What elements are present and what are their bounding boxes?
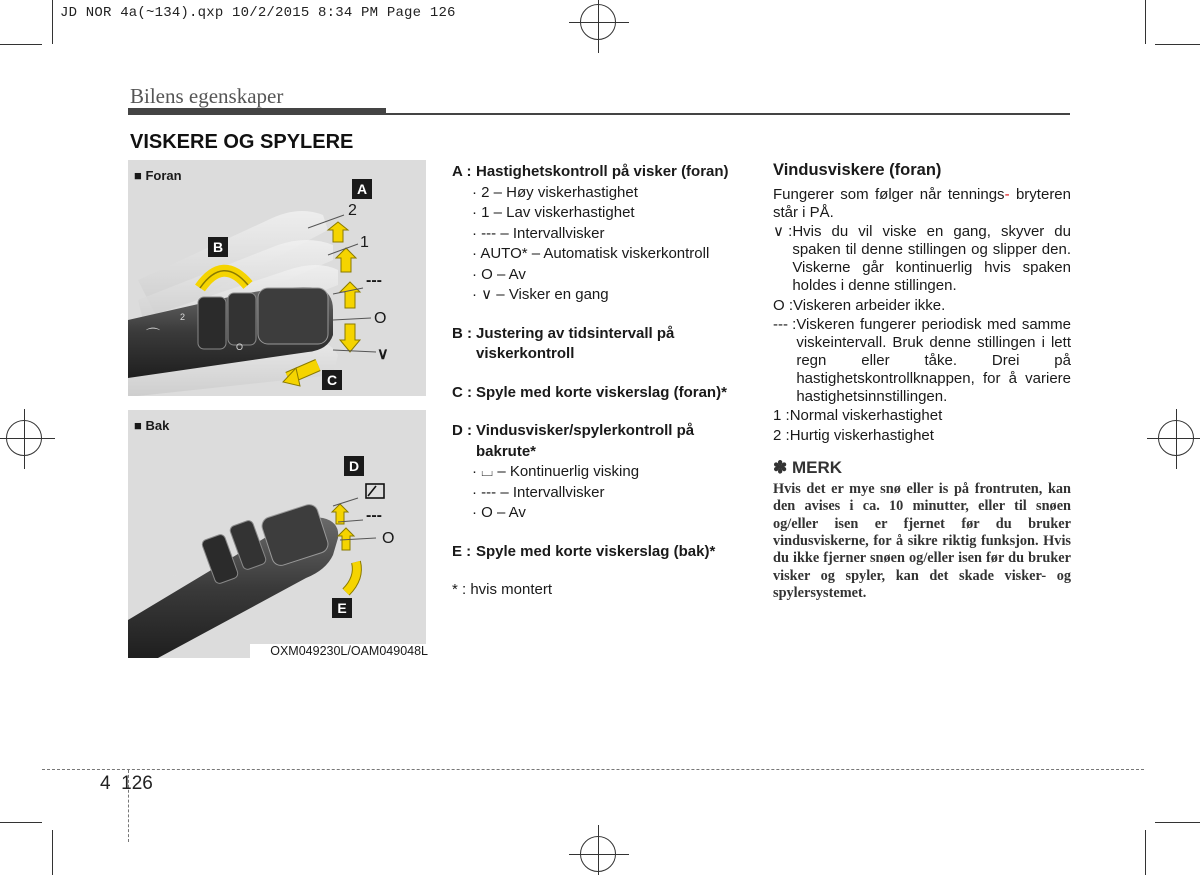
callout-e: E — [332, 598, 352, 618]
crop-mark — [1155, 822, 1200, 823]
crop-mark — [0, 822, 42, 823]
legend-c: C : Spyle med korte viskerslag (foran)* — [452, 383, 727, 401]
callout-b: B — [208, 237, 228, 257]
position-label-once: ∨ — [377, 346, 389, 363]
legend-column — [452, 162, 752, 601]
crop-mark — [52, 0, 53, 44]
footnote: * : hvis montert — [452, 581, 553, 598]
legend-b: B : Justering av tidsintervall på viskerkontroll — [452, 324, 675, 362]
print-slug: JD NOR 4a(~134).qxp 10/2/2015 8:34 PM Page 126 — [60, 5, 456, 21]
description-item: O : Viskeren arbeider ikke. — [773, 296, 946, 314]
legend-a-item: · 2 – Høy viskerhastighet — [472, 183, 638, 201]
rear-position-off: O — [382, 530, 395, 547]
description-heading: Vindusviskere (foran) — [773, 161, 942, 179]
registration-mark-right — [1158, 420, 1194, 456]
position-label-off: O — [374, 310, 387, 327]
crop-mark — [0, 44, 42, 45]
rear-wiper-figure — [128, 410, 426, 658]
note-body: Hvis det er mye snø eller is på frontruten, kan den avises i ca. 10 minutter, eller til snøen og/eller isen er fjernet før du bruker vindusviskerne, for å sikre riktig funksjon. Hvis du ikke fjerner snøen og/eller isen før du bruker visker og spyler, kan det skade visker- og spylersystemet. — [773, 480, 1071, 602]
legend-d: D : Vindusvisker/spylerkontroll på bakrute* — [452, 422, 695, 460]
header-rule-thick — [128, 108, 386, 115]
description-column — [773, 162, 1071, 603]
legend-e: E : Spyle med korte viskerslag (bak)* — [452, 542, 716, 560]
section-title: Bilens egenskaper — [130, 84, 284, 108]
registration-mark-top — [580, 4, 616, 40]
continuous-wipe-icon — [366, 484, 384, 498]
front-wiper-figure — [128, 160, 426, 396]
svg-text:⌒: ⌒ — [146, 327, 160, 343]
registration-mark-left — [6, 420, 42, 456]
arrow-up-interval — [340, 282, 360, 308]
rear-figure-label: ■ Bak — [134, 418, 170, 433]
position-label-2: 2 — [348, 202, 357, 219]
legend-a-item: · ∨ – Visker en gang — [472, 286, 609, 303]
legend-a-item: · 1 – Lav viskerhastighet — [472, 204, 635, 221]
arrow-push-e — [346, 562, 357, 592]
legend-a-item: · --- – Intervallvisker — [472, 224, 605, 242]
figure-code: OXM049230L/OAM049048L — [250, 644, 428, 658]
arrow-up-1 — [336, 248, 356, 272]
callout-d: D — [344, 456, 364, 476]
legend-a: A : Hastighetskontroll på visker (foran) — [452, 163, 729, 180]
legend-d-item: · --- – Intervallvisker — [472, 483, 605, 501]
description-item: 2 : Hurtig viskerhastighet — [773, 427, 934, 445]
position-label-1: 1 — [360, 234, 369, 251]
page-number: 4 126 — [100, 773, 153, 794]
position-label-interval: --- — [366, 272, 382, 289]
page-heading: VISKERE OG SPYLERE — [130, 131, 354, 153]
description-item: --- : Viskeren fungerer periodisk med samme viskeintervall. Bruk denne stillingen i lett regn eller tåke. Drei på hastighetskontrollknappen, for å variere hastighetsinnstillingen. — [773, 316, 1071, 405]
front-figure-label: ■ Foran — [134, 168, 182, 183]
description-intro: Fungerer som følger når tennings- bryteren står i PÅ. — [773, 185, 1071, 221]
registration-mark-bottom — [580, 836, 616, 872]
crop-mark — [1145, 0, 1146, 44]
legend-a-item: · AUTO* – Automatisk viskerkontroll — [472, 245, 710, 262]
arrow-down-once — [340, 324, 360, 352]
crop-mark — [1155, 44, 1200, 45]
legend-d-item: · ⌴ – Kontinuerlig visking — [472, 463, 640, 480]
legend-d-item: · O – Av — [472, 504, 526, 521]
arrow-up-2 — [328, 222, 348, 242]
footer-divider — [42, 769, 1144, 770]
rear-position-interval: --- — [366, 507, 382, 524]
description-item: 1 : Normal viskerhastighet — [773, 407, 943, 425]
svg-text:O: O — [236, 342, 244, 352]
crop-mark — [1145, 830, 1146, 875]
legend-a-item: · O – Av — [472, 265, 526, 283]
svg-text:2: 2 — [180, 312, 186, 322]
crop-mark — [52, 830, 53, 875]
callout-a: A — [352, 179, 372, 199]
description-item: ∨ : Hvis du vil viske en gang, skyver du spaken til denne stillingen og slipper den. Viskerne går kontinuerlig hvis spaken holdes i denne stillingen. — [773, 223, 1071, 294]
svg-text:⌒: ⌒ — [166, 574, 179, 588]
header-rule-thin — [386, 113, 1070, 115]
note-title: ✽ MERK — [773, 457, 843, 477]
callout-c: C — [322, 370, 342, 390]
